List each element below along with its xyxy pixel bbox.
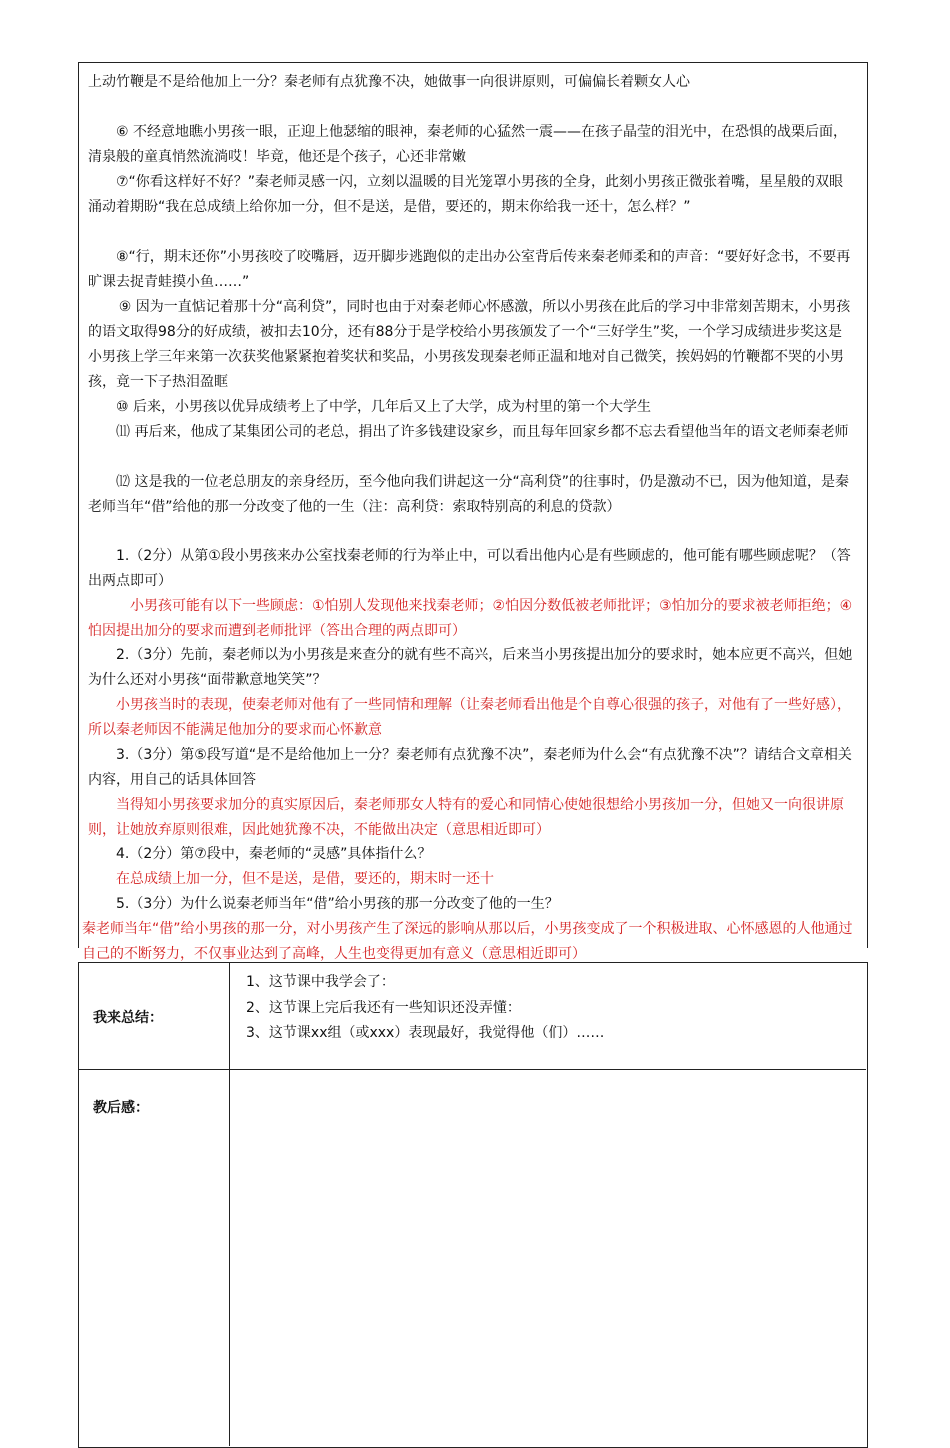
answer-1: 小男孩可能有以下一些顾虑：①怕别人发现他来找秦老师；②怕因分数低被老师批评；③怕加分的要求被老师拒绝；④怕因提出加分的要求而遭到老师批评（答出合理的两点即可）: [88, 598, 853, 639]
reflection-label: 教后感：: [93, 1100, 149, 1116]
question-4: 4.（2分）第⑦段中，秦老师的“灵感”具体指什么？: [116, 846, 432, 862]
row-divider: [78, 1069, 866, 1070]
paragraph-12: ⑿ 这是我的一位老总朋友的亲身经历，至今他向我们讲起这一分“高利贷”的往事时，仍是激动不已，因为他知道，是秦老师当年“借”给他的那一分改变了他的一生（注：高利贷：索取特别高的利息的贷款）: [88, 474, 849, 515]
paragraph-11: ⑾ 再后来，他成了某集团公司的老总，捐出了许多钱建设家乡，而且每年回家乡都不忘去看望他当年的语文老师秦老师: [116, 424, 849, 440]
paragraph-7: ⑦“你看这样好不好？”秦老师灵感一闪，立刻以温暖的目光笼罩小男孩的全身，此刻小男孩正微张着嘴，星星般的双眼涌动着期盼“我在总成绩上给你加一分，但不是送，是借，要还的，期末你给我一还十，怎么样？”: [88, 174, 844, 215]
question-2: 2.（3分）先前，秦老师以为小男孩是来查分的就有些不高兴，后来当小男孩提出加分的要求时，她本应更不高兴，但她为什么还对小男孩“面带歉意地笑笑”？: [88, 647, 853, 688]
answer-3: 当得知小男孩要求加分的真实原因后，秦老师那女人特有的爱心和同情心使她很想给小男孩加一分，但她又一向很讲原则，让她放弃原则很难，因此她犹豫不决，不能做出决定（意思相近即可）: [88, 797, 844, 838]
answer-4: 在总成绩上加一分，但不是送，是借，要还的，期末时一还十: [116, 871, 494, 887]
answer-2: 小男孩当时的表现，使秦老师对他有了一些同情和理解（让秦老师看出他是个自尊心很强的孩子，对他有了一些好感），所以秦老师因不能满足他加分的要求而心怀歉意: [88, 697, 851, 738]
summary-label: 我来总结：: [93, 1010, 163, 1026]
reflection-field[interactable]: [232, 1072, 864, 1142]
paragraph-8: ⑧“行，期末还你”小男孩咬了咬嘴唇，迈开脚步逃跑似的走出办公室背后传来秦老师柔和的声音：“要好好念书，不要再旷课去捉青蛙摸小鱼……”: [88, 249, 851, 290]
paragraph-10: ⑩ 后来，小男孩以优异成绩考上了中学，几年后又上了大学，成为村里的第一个大学生: [116, 399, 651, 415]
paragraph-6: ⑥ 不经意地瞧小男孩一眼，正迎上他瑟缩的眼神，秦老师的心猛然一震——在孩子晶莹的泪光中，在恐惧的战栗后面，清泉般的童真悄然流淌哎！毕竟，他还是个孩子，心还非常嫩: [88, 124, 847, 165]
question-3: 3.（3分）第⑤段写道“是不是给他加上一分？秦老师有点犹豫不决”，秦老师为什么会“有点犹豫不决”？请结合文章相关内容，用自己的话具体回答: [88, 747, 852, 788]
question-5: 5.（3分）为什么说秦老师当年“借”给小男孩的那一分改变了他的一生？: [116, 896, 559, 912]
summary-line-1: 1、这节课中我学会了：: [246, 974, 395, 990]
paragraph-9: ⑨ 因为一直惦记着那十分“高利贷”，同时也由于对秦老师心怀感激，所以小男孩在此后的学习中非常刻苦期末，小男孩的语文取得98分的好成绩，被扣去10分，还有88分于是学校给小男孩颁发了一个“三好学生”奖，一个学习成绩进步奖这是小男孩上学三年来第一次获奖他紧紧抱着奖状和奖品，小男孩发现秦老师正温和地对自己微笑，挨妈妈的竹鞭都不哭的小男孩，竟一下子热泪盈眶: [88, 299, 851, 390]
summary-line-3: 3、这节课xx组（或xxx）表现最好，我觉得他（们）……: [246, 1025, 605, 1041]
column-divider: [229, 962, 230, 1446]
answer-5: 秦老师当年“借”给小男孩的那一分，对小男孩产生了深远的影响从那以后，小男孩变成了一个积极进取、心怀感恩的人他通过自己的不断努力，不仅事业达到了高峰，人生也变得更加有意义（意思相近即可）: [82, 921, 853, 962]
question-1: 1.（2分）从第①段小男孩来办公室找秦老师的行为举止中，可以看出他内心是有些顾虑的，他可能有哪些顾虑呢？（答出两点即可）: [88, 548, 851, 589]
paragraph-5-tail: 上动竹鞭是不是给他加上一分？秦老师有点犹豫不决，她做事一向很讲原则，可偏偏长着颗女人心: [88, 74, 690, 90]
summary-line-2: 2、这节课上完后我还有一些知识还没弄懂：: [246, 1000, 521, 1016]
